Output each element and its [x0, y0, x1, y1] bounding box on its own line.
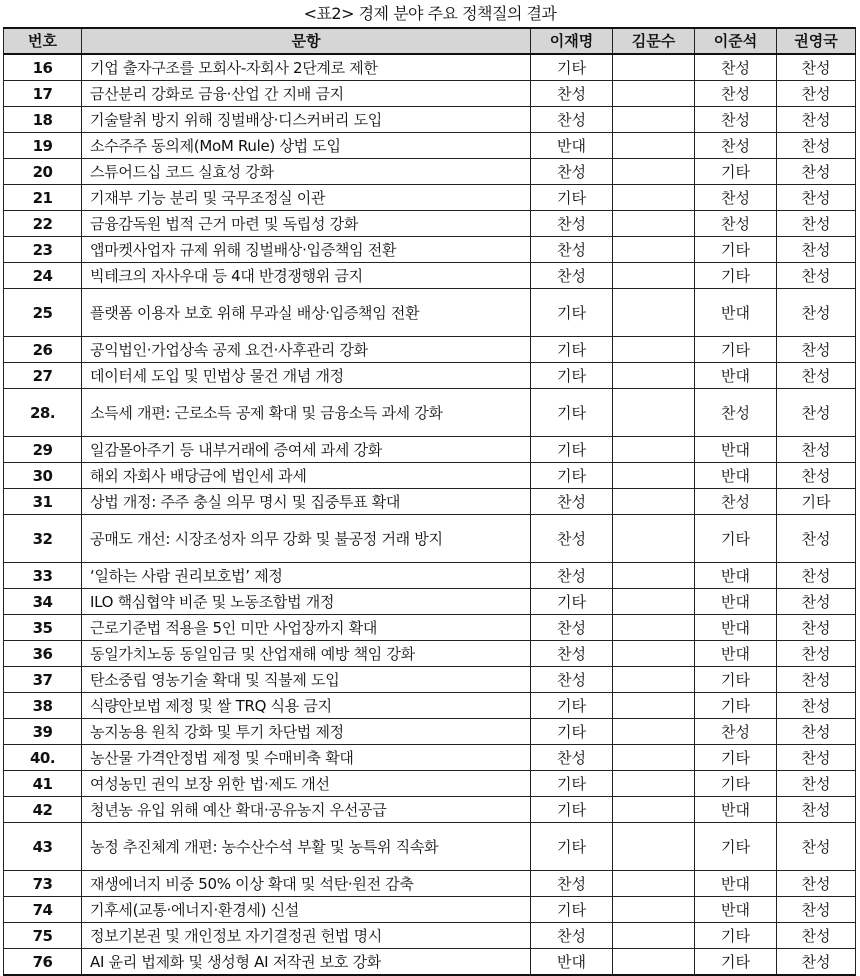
position-lee-jaemyung: 기타 [531, 693, 613, 719]
row-number: 16 [4, 54, 82, 81]
header-item: 문항 [82, 28, 531, 54]
position-lee-jaemyung: 찬성 [531, 871, 613, 897]
position-lee-junseok: 찬성 [695, 719, 777, 745]
table-row [4, 589, 856, 615]
table-row [4, 823, 856, 871]
position-lee-jaemyung: 찬성 [531, 641, 613, 667]
position-lee-jaemyung: 기타 [531, 897, 613, 923]
row-number: 75 [4, 923, 82, 949]
position-kim-moonsoo [613, 563, 695, 589]
position-lee-jaemyung: 찬성 [531, 515, 613, 563]
position-lee-jaemyung: 기타 [531, 389, 613, 437]
row-number: 32 [4, 515, 82, 563]
position-kwon-youngkuk: 찬성 [777, 615, 856, 641]
position-kim-moonsoo [613, 81, 695, 107]
position-kwon-youngkuk: 찬성 [777, 871, 856, 897]
table-row [4, 211, 856, 237]
row-number: 76 [4, 949, 82, 976]
table-row [4, 615, 856, 641]
position-lee-jaemyung: 찬성 [531, 81, 613, 107]
table-row [4, 797, 856, 823]
table-row [4, 54, 856, 81]
row-number: 39 [4, 719, 82, 745]
position-lee-jaemyung: 찬성 [531, 563, 613, 589]
row-number: 19 [4, 133, 82, 159]
table-row [4, 159, 856, 185]
row-number: 41 [4, 771, 82, 797]
row-item: 기재부 기능 분리 및 국무조정실 이관 [82, 185, 531, 211]
position-kwon-youngkuk: 찬성 [777, 437, 856, 463]
position-kim-moonsoo [613, 159, 695, 185]
position-kwon-youngkuk: 기타 [777, 489, 856, 515]
position-kim-moonsoo [613, 363, 695, 389]
table-row [4, 237, 856, 263]
row-item: 근로기준법 적용을 5인 미만 사업장까지 확대 [82, 615, 531, 641]
position-lee-jaemyung: 기타 [531, 337, 613, 363]
table-row [4, 289, 856, 337]
table-row [4, 463, 856, 489]
header-kim-moonsoo: 김문수 [613, 28, 695, 54]
position-kim-moonsoo [613, 54, 695, 81]
position-lee-jaemyung: 찬성 [531, 489, 613, 515]
position-kwon-youngkuk: 찬성 [777, 719, 856, 745]
row-number: 22 [4, 211, 82, 237]
position-lee-junseok: 반대 [695, 463, 777, 489]
position-lee-jaemyung: 기타 [531, 589, 613, 615]
position-kwon-youngkuk: 찬성 [777, 107, 856, 133]
position-kwon-youngkuk: 찬성 [777, 515, 856, 563]
row-item: 탄소중립 영농기술 확대 및 직불제 도입 [82, 667, 531, 693]
row-item: 앱마켓사업자 규제 위해 징벌배상·입증책임 전환 [82, 237, 531, 263]
position-lee-junseok: 기타 [695, 667, 777, 693]
row-number: 25 [4, 289, 82, 337]
position-kim-moonsoo [613, 923, 695, 949]
row-item: 금융감독원 법적 근거 마련 및 독립성 강화 [82, 211, 531, 237]
table-row [4, 949, 856, 976]
position-lee-jaemyung: 찬성 [531, 923, 613, 949]
row-number: 24 [4, 263, 82, 289]
row-item: 동일가치노동 동일임금 및 산업재해 예방 책임 강화 [82, 641, 531, 667]
row-item: 재생에너지 비중 50% 이상 확대 및 석탄·원전 감축 [82, 871, 531, 897]
row-number: 42 [4, 797, 82, 823]
position-lee-junseok: 반대 [695, 871, 777, 897]
position-lee-junseok: 반대 [695, 797, 777, 823]
table-row [4, 133, 856, 159]
position-lee-jaemyung: 기타 [531, 823, 613, 871]
position-kim-moonsoo [613, 107, 695, 133]
position-lee-junseok: 반대 [695, 289, 777, 337]
table-row [4, 337, 856, 363]
row-number: 29 [4, 437, 82, 463]
position-kim-moonsoo [613, 745, 695, 771]
position-lee-jaemyung: 기타 [531, 289, 613, 337]
position-lee-junseok: 기타 [695, 263, 777, 289]
position-kim-moonsoo [613, 389, 695, 437]
row-number: 37 [4, 667, 82, 693]
position-kim-moonsoo [613, 515, 695, 563]
position-lee-jaemyung: 찬성 [531, 745, 613, 771]
row-number: 18 [4, 107, 82, 133]
position-kim-moonsoo [613, 615, 695, 641]
row-item: ILO 핵심협약 비준 및 노동조합법 개정 [82, 589, 531, 615]
position-lee-jaemyung: 찬성 [531, 263, 613, 289]
table-row [4, 641, 856, 667]
header-lee-jaemyung: 이재명 [531, 28, 613, 54]
position-lee-jaemyung: 기타 [531, 797, 613, 823]
row-item: 소득세 개편: 근로소득 공제 확대 및 금융소득 과세 강화 [82, 389, 531, 437]
position-lee-jaemyung: 찬성 [531, 667, 613, 693]
row-item: 빅테크의 자사우대 등 4대 반경쟁행위 금지 [82, 263, 531, 289]
table-row [4, 81, 856, 107]
position-kim-moonsoo [613, 133, 695, 159]
position-kwon-youngkuk: 찬성 [777, 463, 856, 489]
position-kwon-youngkuk: 찬성 [777, 589, 856, 615]
position-kwon-youngkuk: 찬성 [777, 185, 856, 211]
row-item: 공익법인·가업상속 공제 요건·사후관리 강화 [82, 337, 531, 363]
position-kwon-youngkuk: 찬성 [777, 237, 856, 263]
table-row [4, 745, 856, 771]
row-item: 기술탈취 방지 위해 징벌배상·디스커버리 도입 [82, 107, 531, 133]
row-number: 36 [4, 641, 82, 667]
position-lee-junseok: 기타 [695, 771, 777, 797]
row-item: 스튜어드십 코드 실효성 강화 [82, 159, 531, 185]
position-lee-junseok: 찬성 [695, 185, 777, 211]
position-lee-junseok: 기타 [695, 949, 777, 976]
table-row [4, 515, 856, 563]
policy-results-table [3, 27, 856, 976]
position-kim-moonsoo [613, 185, 695, 211]
position-kim-moonsoo [613, 289, 695, 337]
row-number: 21 [4, 185, 82, 211]
row-number: 33 [4, 563, 82, 589]
position-lee-junseok: 찬성 [695, 107, 777, 133]
table-row [4, 923, 856, 949]
position-kim-moonsoo [613, 337, 695, 363]
position-lee-junseok: 찬성 [695, 389, 777, 437]
position-lee-jaemyung: 기타 [531, 54, 613, 81]
position-lee-jaemyung: 기타 [531, 437, 613, 463]
position-lee-junseok: 기타 [695, 159, 777, 185]
position-lee-jaemyung: 찬성 [531, 615, 613, 641]
position-kwon-youngkuk: 찬성 [777, 54, 856, 81]
row-number: 17 [4, 81, 82, 107]
row-item: 공매도 개선: 시장조성자 의무 강화 및 불공정 거래 방지 [82, 515, 531, 563]
position-kim-moonsoo [613, 211, 695, 237]
table-row [4, 437, 856, 463]
position-lee-jaemyung: 반대 [531, 133, 613, 159]
header-kwon-youngkuk: 권영국 [777, 28, 856, 54]
position-lee-jaemyung: 찬성 [531, 107, 613, 133]
row-number: 23 [4, 237, 82, 263]
position-lee-junseok: 기타 [695, 923, 777, 949]
position-kim-moonsoo [613, 463, 695, 489]
position-kim-moonsoo [613, 823, 695, 871]
position-lee-junseok: 반대 [695, 641, 777, 667]
position-lee-junseok: 기타 [695, 823, 777, 871]
position-kwon-youngkuk: 찬성 [777, 667, 856, 693]
header-number: 번호 [4, 28, 82, 54]
row-item: 기후세(교통·에너지·환경세) 신설 [82, 897, 531, 923]
table-row [4, 667, 856, 693]
row-item: 농정 추진체계 개편: 농수산수석 부활 및 농특위 직속화 [82, 823, 531, 871]
table-row [4, 263, 856, 289]
table-row [4, 363, 856, 389]
position-lee-junseok: 반대 [695, 897, 777, 923]
position-kwon-youngkuk: 찬성 [777, 289, 856, 337]
position-kim-moonsoo [613, 437, 695, 463]
position-kwon-youngkuk: 찬성 [777, 133, 856, 159]
position-lee-junseok: 반대 [695, 589, 777, 615]
position-kim-moonsoo [613, 719, 695, 745]
row-item: 정보기본권 및 개인정보 자기결정권 헌법 명시 [82, 923, 531, 949]
position-lee-junseok: 기타 [695, 337, 777, 363]
position-kim-moonsoo [613, 897, 695, 923]
row-number: 28. [4, 389, 82, 437]
position-lee-junseok: 찬성 [695, 489, 777, 515]
position-kwon-youngkuk: 찬성 [777, 823, 856, 871]
position-lee-jaemyung: 기타 [531, 771, 613, 797]
row-number: 27 [4, 363, 82, 389]
row-number: 30 [4, 463, 82, 489]
position-lee-jaemyung: 반대 [531, 949, 613, 976]
table-body [4, 54, 856, 975]
row-item: 해외 자회사 배당금에 법인세 과세 [82, 463, 531, 489]
row-item: ‘일하는 사람 권리보호법’ 제정 [82, 563, 531, 589]
table-row [4, 897, 856, 923]
position-kwon-youngkuk: 찬성 [777, 693, 856, 719]
position-kim-moonsoo [613, 771, 695, 797]
row-number: 34 [4, 589, 82, 615]
position-lee-junseok: 반대 [695, 615, 777, 641]
header-row [4, 28, 856, 54]
position-kwon-youngkuk: 찬성 [777, 797, 856, 823]
header-lee-junseok: 이준석 [695, 28, 777, 54]
row-item: 데이터세 도입 및 민법상 물건 개념 개정 [82, 363, 531, 389]
position-kwon-youngkuk: 찬성 [777, 363, 856, 389]
row-number: 74 [4, 897, 82, 923]
position-kwon-youngkuk: 찬성 [777, 563, 856, 589]
position-lee-jaemyung: 찬성 [531, 211, 613, 237]
table-header [4, 28, 856, 54]
table-row [4, 693, 856, 719]
position-lee-junseok: 찬성 [695, 211, 777, 237]
row-item: 청년농 유입 위해 예산 확대·공유농지 우선공급 [82, 797, 531, 823]
position-kwon-youngkuk: 찬성 [777, 897, 856, 923]
position-kwon-youngkuk: 찬성 [777, 81, 856, 107]
table-row [4, 185, 856, 211]
row-number: 31 [4, 489, 82, 515]
position-lee-jaemyung: 기타 [531, 185, 613, 211]
table-row [4, 719, 856, 745]
row-item: 여성농민 권익 보장 위한 법·제도 개선 [82, 771, 531, 797]
position-kim-moonsoo [613, 949, 695, 976]
row-number: 40. [4, 745, 82, 771]
row-item: 일감몰아주기 등 내부거래에 증여세 과세 강화 [82, 437, 531, 463]
row-item: 농지농용 원칙 강화 및 투기 차단법 제정 [82, 719, 531, 745]
position-lee-jaemyung: 찬성 [531, 159, 613, 185]
position-lee-junseok: 반대 [695, 437, 777, 463]
row-number: 20 [4, 159, 82, 185]
row-item: 소수주주 동의제(MoM Rule) 상법 도입 [82, 133, 531, 159]
position-lee-junseok: 찬성 [695, 81, 777, 107]
position-kwon-youngkuk: 찬성 [777, 745, 856, 771]
position-kwon-youngkuk: 찬성 [777, 949, 856, 976]
row-item: 농산물 가격안정법 제정 및 수매비축 확대 [82, 745, 531, 771]
position-kwon-youngkuk: 찬성 [777, 641, 856, 667]
position-kim-moonsoo [613, 871, 695, 897]
position-lee-junseok: 기타 [695, 745, 777, 771]
position-kwon-youngkuk: 찬성 [777, 923, 856, 949]
position-kim-moonsoo [613, 667, 695, 693]
position-lee-jaemyung: 기타 [531, 363, 613, 389]
table-row [4, 771, 856, 797]
row-item: AI 윤리 법제화 및 생성형 AI 저작권 보호 강화 [82, 949, 531, 976]
table-row [4, 871, 856, 897]
position-lee-junseok: 기타 [695, 693, 777, 719]
table-row [4, 489, 856, 515]
table-row [4, 107, 856, 133]
row-number: 26 [4, 337, 82, 363]
row-number: 35 [4, 615, 82, 641]
position-lee-jaemyung: 찬성 [531, 237, 613, 263]
position-lee-junseok: 찬성 [695, 133, 777, 159]
position-kwon-youngkuk: 찬성 [777, 771, 856, 797]
position-kwon-youngkuk: 찬성 [777, 337, 856, 363]
row-number: 43 [4, 823, 82, 871]
position-kwon-youngkuk: 찬성 [777, 211, 856, 237]
position-lee-jaemyung: 기타 [531, 463, 613, 489]
row-number: 38 [4, 693, 82, 719]
table-row [4, 563, 856, 589]
position-kwon-youngkuk: 찬성 [777, 263, 856, 289]
table-caption: <표2> 경제 분야 주요 정책질의 결과 [303, 4, 557, 23]
position-kwon-youngkuk: 찬성 [777, 389, 856, 437]
position-kwon-youngkuk: 찬성 [777, 159, 856, 185]
position-kim-moonsoo [613, 589, 695, 615]
position-kim-moonsoo [613, 641, 695, 667]
row-item: 기업 출자구조를 모회사-자회사 2단계로 제한 [82, 54, 531, 81]
position-kim-moonsoo [613, 489, 695, 515]
position-kim-moonsoo [613, 797, 695, 823]
table-row [4, 389, 856, 437]
row-item: 식량안보법 제정 및 쌀 TRQ 식용 금지 [82, 693, 531, 719]
position-lee-junseok: 기타 [695, 515, 777, 563]
position-lee-jaemyung: 기타 [531, 719, 613, 745]
position-kim-moonsoo [613, 263, 695, 289]
position-lee-junseok: 기타 [695, 237, 777, 263]
position-kim-moonsoo [613, 693, 695, 719]
position-lee-junseok: 반대 [695, 563, 777, 589]
position-lee-junseok: 반대 [695, 363, 777, 389]
row-item: 상법 개정: 주주 충실 의무 명시 및 집중투표 확대 [82, 489, 531, 515]
position-kim-moonsoo [613, 237, 695, 263]
row-number: 73 [4, 871, 82, 897]
position-lee-junseok: 찬성 [695, 54, 777, 81]
row-item: 금산분리 강화로 금융·산업 간 지배 금지 [82, 81, 531, 107]
row-item: 플랫폼 이용자 보호 위해 무과실 배상·입증책임 전환 [82, 289, 531, 337]
